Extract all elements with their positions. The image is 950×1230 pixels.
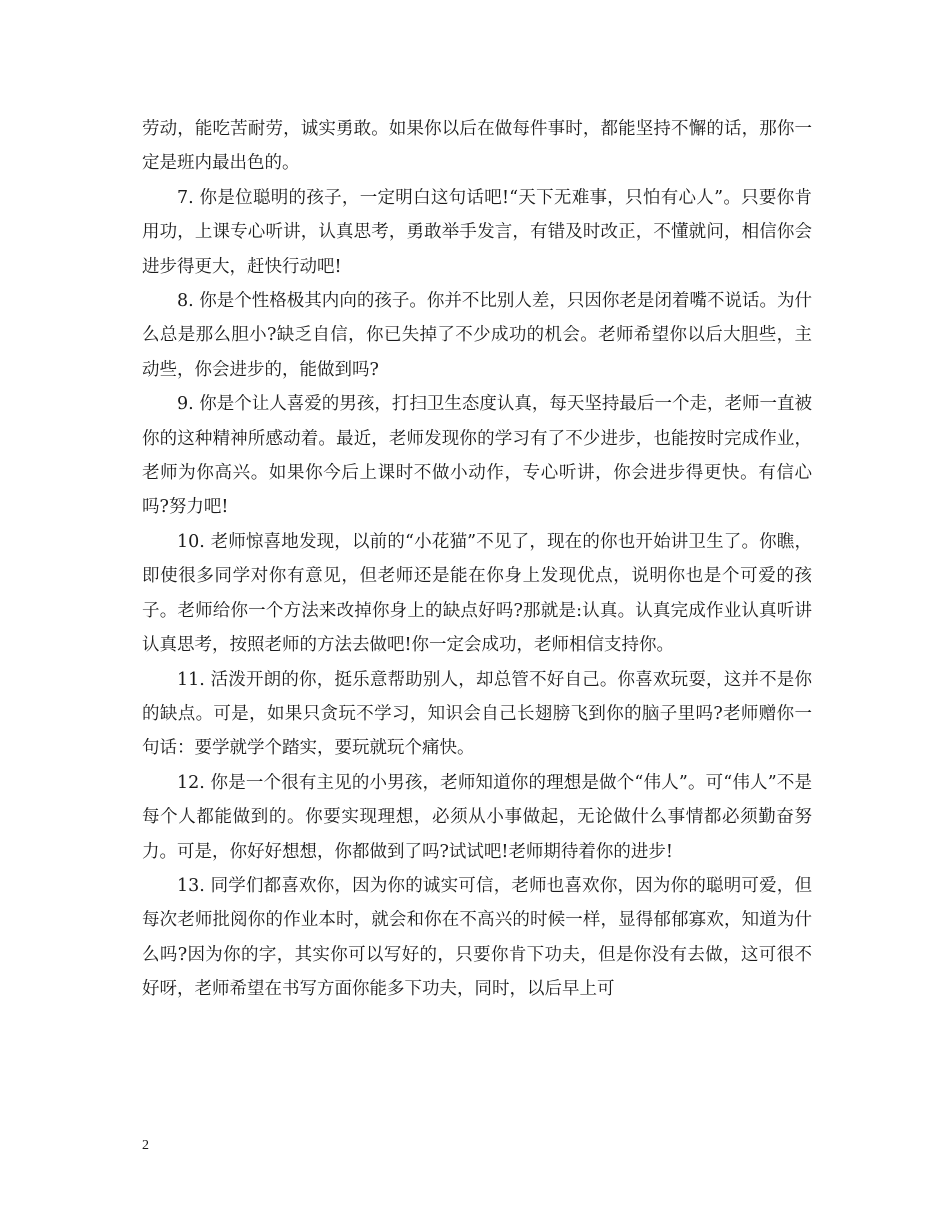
paragraph-7: 7. 你是位聪明的孩子，一定明白这句话吧!“天下无难事，只怕有心人”。只要你肯用功，上课专心听讲，认真思考，勇敢举手发言，有错及时改正，不懂就问，相信你会进步得更大，赶快行动吧! [142,187,812,277]
paragraph-12: 12. 你是一个很有主见的小男孩，老师知道你的理想是做个“伟人”。可“伟人”不是每个人都能做到的。你要实现理想，必须从小事做起，无论做什么事情都必须勤奋努力。可是，你好好想想，你都做到了吗?试试吧!老师期待着你的进步! [142,772,812,862]
paragraph-10: 10. 老师惊喜地发现，以前的“小花猫”不见了，现在的你也开始讲卫生了。你瞧，即使很多同学对你有意见，但老师还是能在你身上发现优点，说明你也是个可爱的孩子。老师给你一个方法来改掉你身上的缺点好吗?那就是:认真。认真完成作业认真听讲认真思考，按照老师的方法去做吧!你一定会成功，老师相信支持你。 [142,531,812,656]
paragraph-11: 11. 活泼开朗的你，挺乐意帮助别人，却总管不好自己。你喜欢玩耍，这并不是你的缺点。可是，如果只贪玩不学习，知识会自己长翅膀飞到你的脑子里吗?老师赠你一句话：要学就学个踏实，要玩就玩个痛快。 [142,669,812,759]
document-body [142,112,812,1007]
paragraph-9: 9. 你是个让人喜爱的男孩，打扫卫生态度认真，每天坚持最后一个走，老师一直被你的这种精神所感动着。最近，老师发现你的学习有了不少进步，也能按时完成作业，老师为你高兴。如果你今后上课时不做小动作，专心听讲，你会进步得更快。有信心吗?努力吧! [142,394,812,518]
paragraph-continued: 劳动，能吃苦耐劳，诚实勇敢。如果你以后在做每件事时，都能坚持不懈的话，那你一定是班内最出色的。 [142,119,812,174]
paragraph-13: 13. 同学们都喜欢你，因为你的诚实可信，老师也喜欢你，因为你的聪明可爱，但每次老师批阅你的作业本时，就会和你在不高兴的时候一样，显得郁郁寡欢，知道为什么吗?因为你的字，其实你可以写好的，只要你肯下功夫，但是你没有去做，这可很不好呀，老师希望在书写方面你能多下功夫，同时，以后早上可 [142,875,812,1000]
paragraph-8: 8. 你是个性格极其内向的孩子。你并不比别人差，只因你老是闭着嘴不说话。为什么总是那么胆小?缺乏自信，你已失掉了不少成功的机会。老师希望你以后大胆些，主动些，你会进步的，能做到吗? [142,291,812,380]
page-number: 2 [142,1138,149,1153]
